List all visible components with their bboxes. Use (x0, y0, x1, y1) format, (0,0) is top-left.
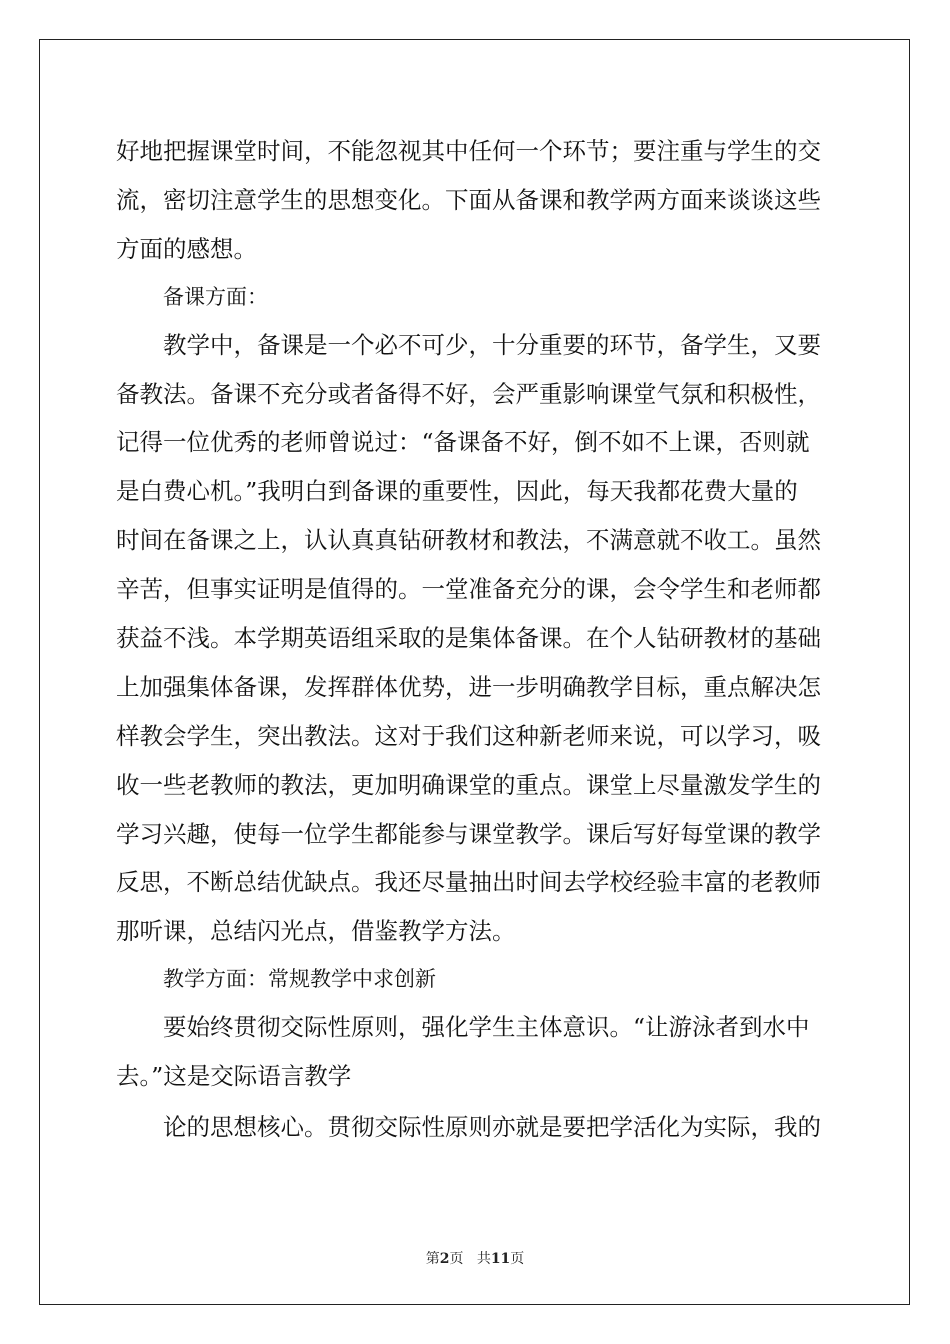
text-line: 收一些老教师的教法，更加明确课堂的重点。课堂上尽量激发学生的 (116, 770, 821, 799)
total-unit: 页 (510, 1251, 525, 1267)
text-line: 那听课，总结闪光点，借鉴教学方法。 (116, 917, 516, 946)
text-line: 获益不浅。本学期英语组采取的是集体备课。在个人钻研教材的基础 (116, 624, 821, 653)
page-number: 2 (439, 1251, 450, 1267)
text-line: 是白费心机。”我明白到备课的重要性，因此，每天我都花费大量的 (116, 477, 798, 506)
text-line: 学习兴趣，使每一位学生都能参与课堂教学。课后写好每堂课的教学 (116, 819, 821, 848)
total-pages: 11 (490, 1251, 511, 1267)
section-heading: 教学方面：常规教学中求创新 (163, 967, 436, 992)
total-prefix: 共 (476, 1251, 491, 1267)
section-heading: 备课方面： (163, 284, 268, 309)
text-line: 好地把握课堂时间，不能忽视其中任何一个环节；要注重与学生的交 (116, 137, 821, 165)
text-line: 样教会学生，突出教法。这对于我们这种新老师来说，可以学习，吸 (116, 721, 821, 750)
text-line: 方面的感想。 (116, 234, 257, 263)
page-footer (0, 1248, 950, 1268)
text-line: 流，密切注意学生的思想变化。下面从备课和教学两方面来谈谈这些 (116, 185, 821, 214)
text-line: 记得一位优秀的老师曾说过：“备课备不好，倒不如不上课，否则就 (116, 428, 810, 457)
document-body (116, 127, 836, 1152)
page-unit: 页 (449, 1251, 464, 1267)
text-line: 教学中，备课是一个必不可少，十分重要的环节，备学生，又要 (163, 330, 821, 359)
text-line: 论的思想核心。贯彻交际性原则亦就是要把学活化为实际，我的 (163, 1113, 821, 1142)
text-line: 备教法。备课不充分或者备得不好，会严重影响课堂气氛和积极性， (116, 379, 821, 408)
text-line: 上加强集体备课，发挥群体优势，进一步明确教学目标，重点解决怎 (116, 672, 821, 701)
page-prefix: 第 (425, 1251, 440, 1267)
text-line: 要始终贯彻交际性原则，强化学生主体意识。“让游泳者到水中 (163, 1013, 810, 1042)
text-line: 反思，不断总结优缺点。我还尽量抽出时间去学校经验丰富的老教师 (116, 868, 821, 897)
text-line: 辛苦，但事实证明是值得的。一堂准备充分的课，会令学生和老师都 (116, 575, 821, 604)
text-line: 时间在备课之上，认认真真钻研教材和教法，不满意就不收工。虽然 (116, 526, 821, 555)
text-line: 去。”这是交际语言教学 (116, 1062, 352, 1091)
